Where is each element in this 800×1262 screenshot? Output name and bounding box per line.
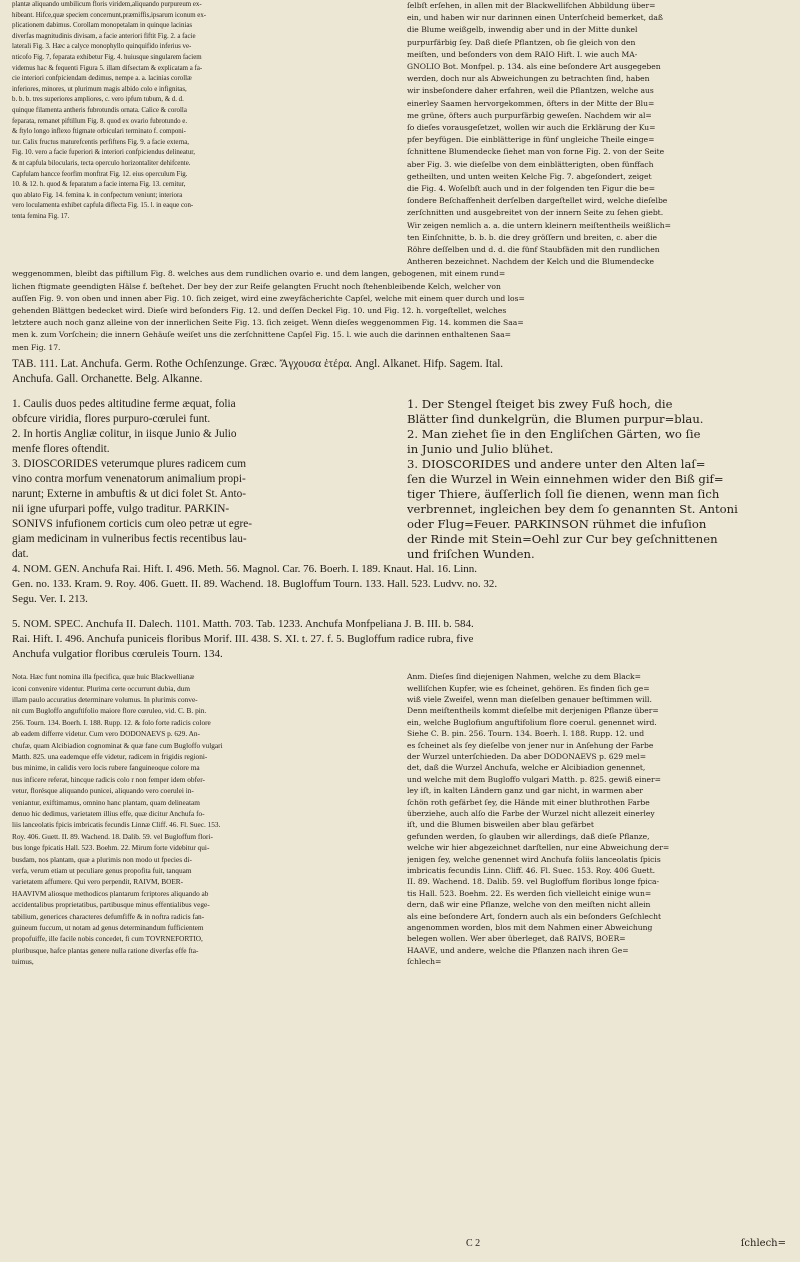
mid-german-column [407, 397, 790, 562]
top-latin-column [12, 0, 395, 268]
nom-spec-synonyms: 5. NOM. SPEC. Anchufa II. Dalech. 1101. Matth. 703. Tab. 1233. Anchufa Monfpeliana J. B. III. b. 584. Rai. Hift. I. 496. Anchufa puniceis floribus Morif. III. 438. S. XI. t. 27. f. 5. Bugloffum radice rubra, five Anchufa vulgatior floribus cœruleis Tourn. 134. [12, 617, 474, 660]
notes-german-text: Anm. Dieſes ſind diejenigen Nahmen, welche zu dem Black= welliſchen Kupfer, wie es ſcheinet, gehören. Es finden ſich ge= wiß viele Zweifel, wenn man dieſelben genauer beſtimmen will. Denn meiſtentheils kommt dieſelbe mit derjenigen Pflanze über= ein, welche Buglofium anguftifolium flore coerul. genennet wird. Siehe C. B. pin. 256. Tourn. 134. Boerh. I. 188. Rupp. 12. und es ſcheinet als ſey dieſelbe von jener nur in Anſehung der Farbe der Wurzel unterſchieden. Da aber DODONAEVS p. 629 mel= det, daß die Wurzel Anchufa, welche er Alcibiadion genennet, und welche mit dem Bugloffo vulgari Matth. p. 825. gewiß einer= ley iſt, in kalten Ländern ganz und gar nicht, in warmen aber ſchön roth gefärbet ſey, die Hände mit einer bluthrothen Farbe überziehe, auch alſo die Farbe der Wurzel nicht allezeit einerley iſt, und die Blumen bisweilen aber blau gefärbet gefunden werden, ſo glauben wir allerdings, daß dieſe Pflanze, welche wir hier abgezeichnet darſtellen, nur eine Abweichung der= jenigen ſey, welche genennet wird Anchufa foliis lanceolatis ſpicis imbricatis fecundis Linn. Cliff. 46. Fl. Suec. 153. Roy. 406 Guett. II. 89. Wachend. 18. Dalib. 59. vel Bugloffum floribus longe fpica- tis Hall. 523. Boehm. 22. Es werden ſich vielleicht einige wun= dern, daß wir eine Pflanze, welche von den meiſten nicht allein als eine beſondere Art, ſondern auch als ein beſonders Geſchlecht angenommen worden, blos mit dem Nahmen einer Abweichung belegen wollen. Wer aber überleget, daß RAIVS, BOER= HAAVE, und andere, welche die Pflanzen nach ihren Ge= ſchlech= [407, 672, 670, 967]
catchword: ſchlech= [740, 1238, 786, 1249]
top-latin-text: plantæ aliquando umbilicum floris viridem,aliquando purpureum ex- hibeant. Hifce,quæ speciem concernunt,præmiffis,ipsarum iconum ex- plicationem dabimus. Corollam monopetalam in quinque lacinias diverfas magnitudinis divisam, a facie anteriori fiftit Fig. 2. a facie laterali Fig. 3. Hæc a calyce monophyllo quinquifido inferius ve- nticofo Fig. 7, feparata exhibetur Fig. 4. huiusque singularem faciem videmus hac & fequenti Figura 5. illam difsectam & explicatam a fa- cie interiori confpiciendam dedimus, nempe a. a. lacinias corollæ inferiores, minores, ut plurimum magis albido colo e infignitas, b. b. b. tres superiores ampliores, c. vero ipfum tubum, & d. d. quinque filamenta antheris fubrotundis ornata. Calice & corolla feparata, remanet piftillum Fig. 8. quod ex ovario fubrotundo e. & ftylo longo inflexo ftigmate orbiculari terminato f. componi- tur. Calix fructus maturefcentis perfiftens Fig. 9. a facie externa, Fig. 10. vero a facie fuperiori & interiori confpiciendus delineatur, & nt capfula bilocularis, tecta operculo horizontaliter dehifcente. Capfulam hancce feorfim monftrat Fig. 12. eius operculum Fig. 10. & 12. h. quod & feparatum a facie interna Fig. 13. cernitur, quo ablato Fig. 14. femina k. in confpectum veniunt; interiora vero loculamenta exhibet capfula diflecta Fig. 15. l. in eaque con- tenta femina Fig. 17. [12, 1, 207, 220]
mid-latin-column [12, 397, 395, 562]
nom-gen-synonyms: 4. NOM. GEN. Anchufa Rai. Hift. I. 496. Meth. 56. Magnol. Car. 76. Boerh. I. 189. Knaut. Hal. 16. Linn. Gen. no. 133. Kram. 9. Roy. 406. Guett. II. 89. Wachend. 18. Bugloffum Tourn. 133. Hall. 523. Ludvv. no. 32. Segu. Ver. I. 213. [12, 562, 498, 606]
top-german-text: ſelbſt erſehen, in allen mit der Blackwellifchen Abbildung über= ein, und haben wir nur darinnen einen Unterſcheid bemerket, daß die Blume weißgelb, inwendig aber und in der Mitte dunkel purpurfärbig ſey. Daß dieſe Pflantzen, ob ſie gleich von den meiſten, und beſonders von dem RAIO Hift. I. wie auch MA- GNOLIO Bot. Monfpel. p. 134. als eine beſondere Art ausgegeben werden, doch nur als Abweichungen zu betrachten ſind, haben wir insbeſondere daher erfahren, weil die Pflantzen, welche aus einerley Saamen hervorgekommen, öfters in der Mitte der Blu= me grüne, öfters auch purpurfärbig geweſen. Nachdem wir al= ſo dieſes vorausgeſetzet, wollen wir auch die Erklärung der Ku= pfer beyfügen. Die einblätterige in fünf ungleiche Theile einge= ſchnittene Blumendecke ſiehet man von forne Fig. 2. von der Seite aber Fig. 3. wie dieſelbe von dem einblätterigten, oben fünffach getheilten, und unten weiten Kelche Fig. 7. abgeſondert, zeiget die Fig. 4. Woſelbſt auch und in der folgenden ten Figur die be= ſondere Beſchaffenheit derſelben dargeſtellet wird, welche dieſelbe zerſchnitten und ausgebreitet von der innern Seite zu ſehen giebt. Wir zeigen nemlich a. a. die untern kleinern meiſtentheils weißlich= ten Einſchnitte, b. b. b. die drey gröſſern und breiten, c. aber die Röhre deſſelben und d. d. die fünf Staubfäden mit den rundlichen Antheren bezeichnet. Nachdem der Kelch und die Blumendecke [407, 1, 672, 267]
notes-latin-text: Nota. Hæc funt nomina illa fpecifica, quæ huic Blackwellianæ iconi convenire videntur. Plurima certe occurrunt dubia, dum illam paulo accuratius determinare volumus. In plurimis conve- nit cum Bugloffo anguftifolio maiore flore cœruleo, vid. C. B. pin. 256. Tourn. 134. Boerh. I. 188. Rupp. 12. & folo forte radicis colore ab eadem differre videtur. Cum vero DODONAEVS p. 629. An- chufæ, quam Alcibiadion cognominat & quæ fane cum Bugloffo vulgari Matth. 825. una eademque effe videtur, radicem in frigidis regioni- bus minime, in calidis vero locis rubere fanguineoque colore ma nus inficere referat, hincque radicis colo r non femper idem obfer- vetur, florésque aliquando punicei, aliquando vero coerulei in- veniantur, exiftimamus, omnino hanc plantam, quam delineatam denuo hic dedimus, varietatem illius effe, quæ dicitur Anchufa fo- liis lanceolatis fpicis imbricatis fecundis Linnæ Cliff. 46. Fl. Suec. 153. Roy. 406. Guett. II. 89. Wachend. 18. Dalib. 59. vel Bugloffum flori- bus longe fpicatis Hall. 523. Boehm. 22. Mirum forte videbitur qui- busdam, nos plantam, quæ a plurimis non modo ut fpecies di- verfa, verum etiam ut peculiare genus propofita fuit, tanquam varietatem affumere. Qui vero perpendit, RAIVM, BOER- HAAVIVM aliosque methodicos plantarum fcriptores aliquando ab accidentalibus proprietatibus, partibusque minus effentialibus vege- tabilium, generices characteres defumfiffe & in noftra radicis fan- guineum fuccum, ut notam ad genus determinandum fufficientem propofuiffe, ille facile nobis concedet, fi cum TOVRNEFORTIO, pluribusque, hafce plantas genere nulla ratione diverfas effe fta- tuimus, [12, 672, 223, 967]
full-width-german-text: weggenommen, bleibt das piftillum Fig. 8. welches aus dem rundlichen ovario e. und dem langen, gebogenen, mit einem rund= lichen ftigmate geendigten Hälse f. beſtehet. Der bey der zur Reife gelangten Frucht noch ſtehenbleibende Kelch, welcher von auſſen Fig. 9. von oben und innen aber Fig. 10. ſich zeiget, wird eine zweyfächerichte Capſel, welche mit einem quer durch und los= gehenden Blättgen bedecket wird. Dieſe wird beſonders Fig. 12. und deſſen Deckel Fig. 10. und Fig. 12. h. vorgeſtellet, welches letztere auch noch ganz alleine von der innerlichen Seite Fig. 13. ſich zeiget. Wenn dieſes weggenommen Fig. 14. kommen die Saa= men k. zum Vorſchein; die innern Gehäuſe weiſet uns die zerſchnittene Capſel Fig. 15. l. wie auch die darinnen enthaltenen Saa= men Fig. 17. [12, 269, 525, 352]
signature-mark: C 2 [466, 1238, 481, 1249]
top-section [12, 0, 790, 268]
numbered-section [12, 397, 790, 562]
mid-latin-text: 1. Caulis duos pedes altitudine ferme æquat, folia obfcure viridia, flores purpuro-cœrulei funt. 2. In hortis Angliæ colitur, in iisque Junio & Julio menfe flores oftendit. 3. DIOSCORIDES veterumque plures radicem cum vino contra morfum venenatorum animalium propi- narunt; Externe in ambuftis & ut dici folet St. Anto- nii igne ufurpari poffe, vulgo traditur. PARKIN- SONIVS infufionem corticis cum oleo petræ ut egre- giam medicinam in vulneribus fectis recentibus lau- dat. [12, 397, 253, 560]
mid-german-text: 1. Der Stengel ſteiget bis zwey Fuß hoch, die Blätter ſind dunkelgrün, die Blumen purpur=blau. 2. Man ziehet ſie in den Engliſchen Gärten, wo ſie in Junio und Julio blühet. 3. DIOSCORIDES und andere unter den Alten laſ= ſen die Wurzel in Wein einnehmen wider den Biß gif= tiger Thiere, äuſſerlich ſoll ſie dienen, wenn man ſich verbrennet, ingleichen bey dem ſo genannten St. Antoni oder Flug=Feuer. PARKINSON rühmet die infuſion der Rinde mit Stein=Oehl zur Cur bey geſchnittenen und friſchen Wunden. [407, 396, 738, 561]
tab-heading: TAB. 111. Lat. Anchufa. Germ. Rothe Ochſenzunge. Græc. Ἄγχουσα ἑτέρα. Angl. Alkanet. Hifp. Sagem. Ital. Anchufa. Gall. Orchanette. Belg. Alkanne. [12, 357, 504, 385]
notes-german-column [407, 671, 790, 968]
notes-section [12, 671, 790, 968]
top-german-column [407, 0, 790, 268]
notes-latin-column [12, 671, 395, 968]
